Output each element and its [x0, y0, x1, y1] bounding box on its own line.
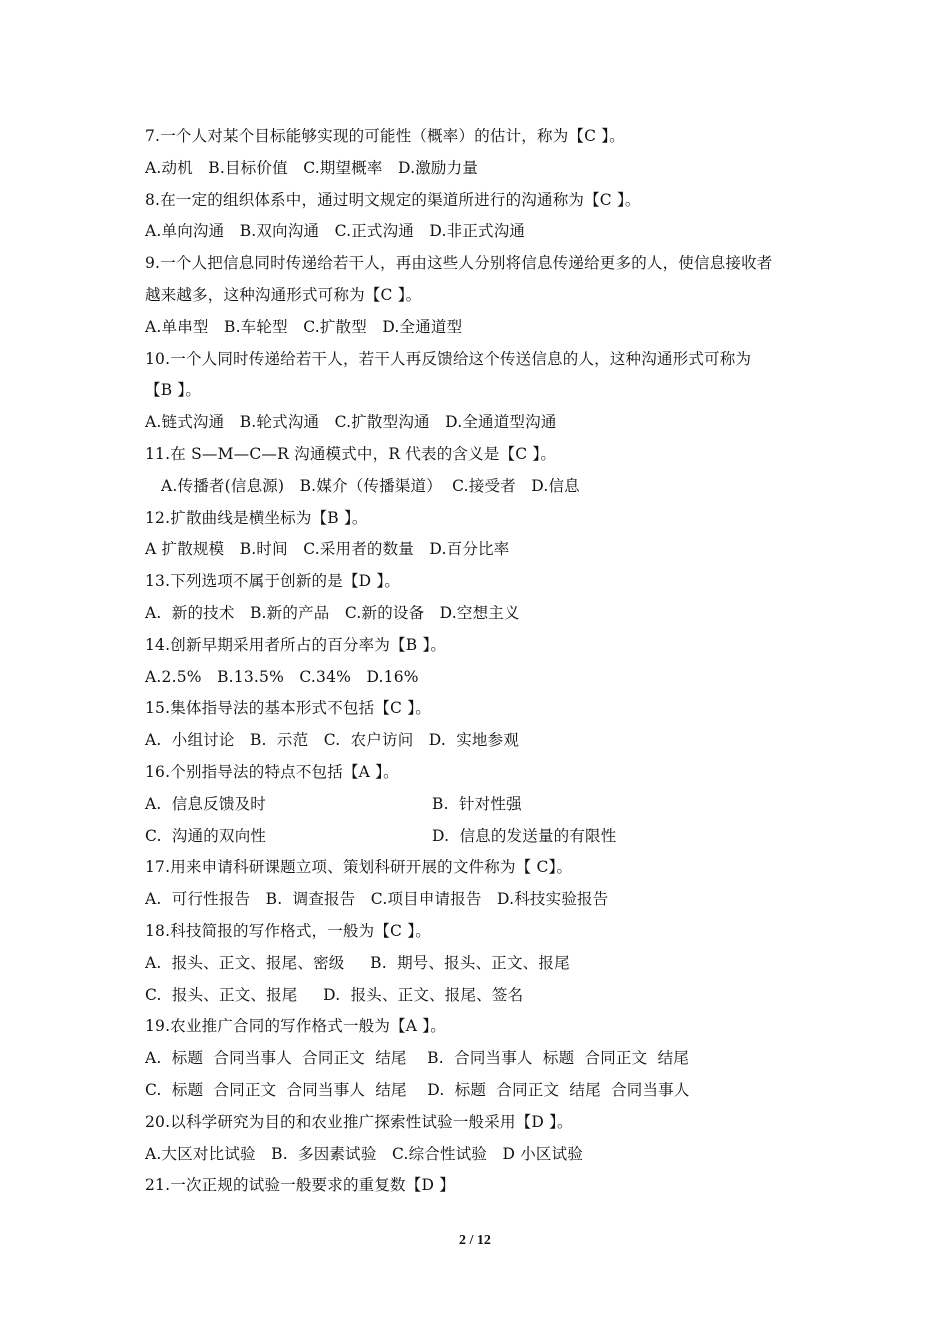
question-9-line-1: 9.一个人把信息同时传递给若干人，再由这些人分别将信息传递给更多的人，使信息接收者 — [145, 254, 773, 273]
question-16-options-row-1 — [145, 789, 825, 821]
question-16-option-a: A. 信息反馈及时 — [145, 794, 266, 813]
question-10-line-1: 10.一个人同时传递给若干人，若干人再反馈给这个传送信息的人，这种沟通形式可称为 — [145, 349, 752, 368]
question-7-options: A.动机 B.目标价值 C.期望概率 D.激励力量 — [145, 158, 479, 177]
question-15-options: A. 小组讨论 B. 示范 C. 农户访问 D. 实地参观 — [145, 731, 520, 750]
question-13: 13.下列选项不属于创新的是【D 】。 — [145, 572, 401, 591]
question-10-line-2: 【B 】。 — [145, 381, 202, 400]
question-20-options: A.大区对比试验 B. 多因素试验 C.综合性试验 D 小区试验 — [145, 1144, 584, 1163]
question-17: 17.用来申请科研课题立项、策划科研开展的文件称为【 C】。 — [145, 858, 573, 877]
question-8-options: A.单向沟通 B.双向沟通 C.正式沟通 D.非正式沟通 — [145, 222, 526, 241]
question-21: 21.一次正规的试验一般要求的重复数【D 】 — [145, 1176, 455, 1195]
question-11: 11.在 S—M—C—R 沟通模式中，R 代表的含义是【C 】。 — [145, 444, 557, 463]
question-16-option-c: C. 沟通的双向性 — [145, 826, 267, 845]
question-11-options: A.传播者(信息源) B.媒介（传播渠道） C.接受者 D.信息 — [161, 476, 580, 495]
question-12-options: A 扩散规模 B.时间 C.采用者的数量 D.百分比率 — [145, 540, 510, 559]
question-16-options-row-2 — [145, 821, 825, 853]
question-19: 19.农业推广合同的写作格式一般为【A 】。 — [145, 1017, 446, 1036]
question-20: 20.以科学研究为目的和农业推广探索性试验一般采用【D 】。 — [145, 1112, 573, 1131]
question-14-options: A.2.5% B.13.5% C.34% D.16% — [145, 667, 419, 686]
question-9-line-2: 越来越多，这种沟通形式可称为【C 】。 — [145, 285, 422, 304]
question-list — [145, 121, 825, 1202]
question-10-options: A.链式沟通 B.轮式沟通 C.扩散型沟通 D.全通道型沟通 — [145, 413, 557, 432]
question-8: 8.在一定的组织体系中，通过明文规定的渠道所进行的沟通称为【C 】。 — [145, 190, 641, 209]
question-18: 18.科技简报的写作格式，一般为【C 】。 — [145, 921, 431, 940]
question-12: 12.扩散曲线是横坐标为【B 】。 — [145, 508, 368, 527]
question-14: 14.创新早期采用者所占的百分率为【B 】。 — [145, 635, 447, 654]
page-number: 2 / 12 — [459, 1233, 491, 1248]
question-18-options-row-2: C. 报头、正文、报尾 D. 报头、正文、报尾、签名 — [145, 985, 524, 1004]
question-15: 15.集体指导法的基本形式不包括【C 】。 — [145, 699, 431, 718]
question-16: 16.个别指导法的特点不包括【A 】。 — [145, 762, 399, 781]
question-19-options-row-2: C. 标题 合同正文 合同当事人 结尾 D. 标题 合同正文 结尾 合同当事人 — [145, 1080, 690, 1099]
question-18-options-row-1: A. 报头、正文、报尾、密级 B. 期号、报头、正文、报尾 — [145, 953, 570, 972]
question-16-option-b: B. 针对性强 — [432, 794, 522, 813]
question-13-options: A. 新的技术 B.新的产品 C.新的设备 D.空想主义 — [145, 603, 520, 622]
question-19-options-row-1: A. 标题 合同当事人 合同正文 结尾 B. 合同当事人 标题 合同正文 结尾 — [145, 1049, 689, 1068]
question-16-option-d: D. 信息的发送量的有限性 — [432, 826, 617, 845]
question-17-options: A. 可行性报告 B. 调查报告 C.项目申请报告 D.科技实验报告 — [145, 890, 609, 909]
question-7: 7.一个人对某个目标能够实现的可能性（概率）的估计，称为【C 】。 — [145, 127, 625, 145]
question-9-options: A.单串型 B.车轮型 C.扩散型 D.全通道型 — [145, 317, 463, 336]
